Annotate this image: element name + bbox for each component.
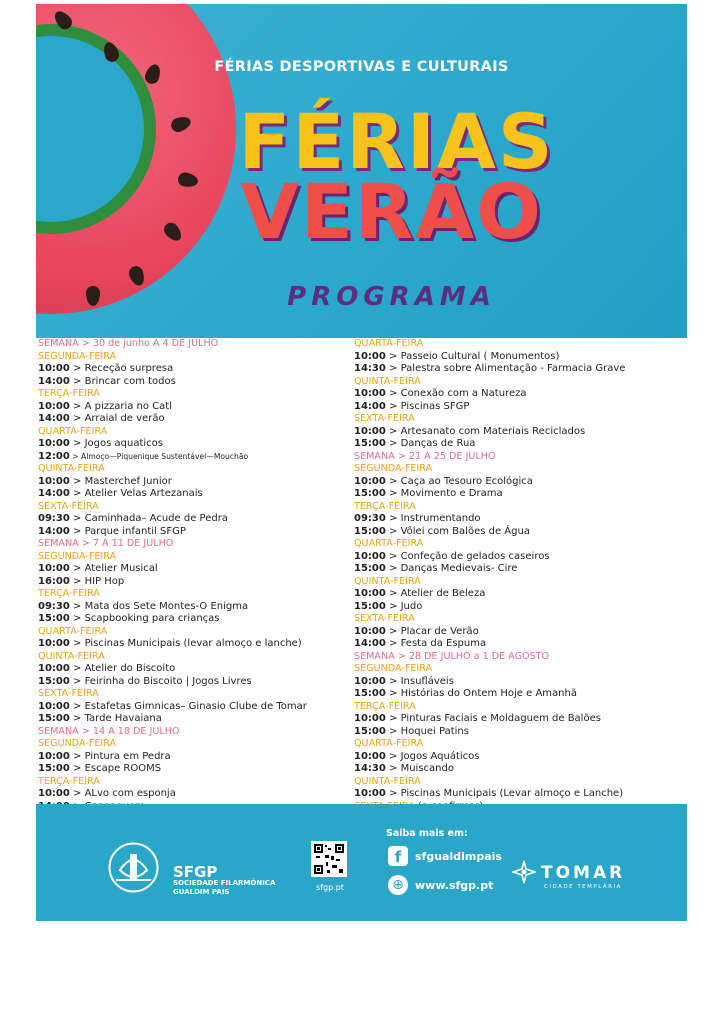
activity-item [38, 563, 356, 576]
activity-item [354, 751, 672, 764]
activity-text: > Insufláveis [385, 675, 454, 687]
activity-text: > A pizzaria no Catl [69, 400, 172, 412]
day-heading: SEXTA-FEIRA [354, 613, 415, 624]
activity-item [38, 751, 356, 764]
week-heading: SEMANA > 28 DE JULHO a 1 DE AGOSTO [354, 650, 550, 662]
activity-item [354, 763, 672, 776]
sfgp-fullname-line2: GUALDIM PAIS [173, 888, 230, 896]
activity-time: 09:30 [38, 600, 70, 612]
activity-time: 10:00 [354, 713, 386, 724]
activity-text: > Mata dos Sete Montes-O Enigma [69, 600, 249, 612]
activity-time: 10:00 [38, 400, 70, 412]
activity-item [354, 551, 672, 564]
day-heading: TERÇA-FEIRA [354, 700, 416, 712]
activity-time: 16:00 [38, 575, 70, 587]
activity-text: > Danças de Rua [385, 438, 476, 449]
activity-text: > Passeio Cultural ( Monumentos) [385, 350, 560, 362]
activity-item [354, 363, 672, 376]
activity-time: 10:00 [38, 563, 70, 574]
activity-time: 10:00 [354, 588, 386, 599]
sfgp-fullname-line1: SOCIEDADE FILARMÓNICA [173, 879, 276, 887]
activity-time: 14:00 [354, 638, 386, 649]
activity-time: 10:00 [38, 438, 70, 449]
week-heading: SEMANA > 14 A 18 DE JULHO [38, 725, 180, 737]
facebook-icon[interactable]: f [388, 846, 408, 866]
sfgp-logo-icon [106, 840, 161, 895]
activity-text: > Tarde Havaiana [69, 713, 162, 724]
activity-item [354, 688, 672, 701]
qr-code-icon[interactable] [311, 841, 347, 877]
day-heading: TERÇA-FEIRA [38, 588, 100, 599]
activity-time: 10:00 [354, 388, 386, 399]
activity-time: 09:30 [38, 513, 70, 524]
activity-time: 10:00 [354, 475, 386, 487]
activity-time: 10:00 [354, 425, 386, 437]
activity-time: 10:00 [354, 550, 386, 562]
sfgp-name: SFGP [173, 863, 218, 881]
activity-item [38, 451, 356, 464]
activity-text: > Palestra sobre Alimentação - Farmacia Grave [385, 363, 626, 374]
activity-text: > Pintura em Pedra [69, 750, 171, 762]
activity-time: 14:00 [354, 400, 386, 412]
activity-time: 15:00 [38, 713, 70, 724]
activity-text: > Placar de Verão [385, 625, 479, 637]
day-heading: QUINTA-FEIRA [354, 775, 421, 787]
week-heading: SEMANA > 30 de junho A 4 DE JULHO [38, 338, 219, 349]
activity-item [38, 513, 356, 526]
activity-text: > Scapbooking para crianças [69, 613, 220, 624]
programa-heading: PROGRAMA [287, 282, 496, 312]
activity-text: > Atelier de Beleza [385, 588, 486, 599]
tomar-logo-text: TOMAR [541, 863, 626, 883]
activity-text: > Masterchef Junior [69, 475, 172, 487]
activity-time: 15:00 [354, 600, 386, 612]
activity-item [354, 676, 672, 689]
activity-text: > Movimento e Drama [385, 488, 503, 499]
activity-time: 15:00 [38, 613, 70, 624]
schedule-right-column [354, 338, 672, 826]
day-heading: SEGUNDA-FEIRA [38, 350, 117, 362]
activity-text: > Artesanato com Materiais Reciclados [385, 425, 586, 437]
activity-item [354, 601, 672, 614]
day-heading: SEXTA-FEIRA [38, 500, 99, 512]
activity-text: > Almoço—Piquenique Sustentável—Mouchão [69, 451, 249, 461]
activity-item [38, 601, 356, 614]
activity-time: 10:00 [38, 363, 70, 374]
activity-item [354, 638, 672, 651]
activity-text: > Atelier Velas Artezanais [69, 488, 203, 499]
schedule-left-column [38, 338, 356, 813]
activity-text: > Conexão com a Natureza [385, 388, 527, 399]
day-heading: SEGUNDA-FEIRA [38, 738, 117, 749]
activity-time: 10:00 [38, 638, 70, 649]
day-heading: TERÇA-FEIRA [38, 775, 100, 787]
day-heading: QUINTA-FEIRA [354, 375, 421, 387]
website-link[interactable]: www.sfgp.pt [415, 879, 494, 892]
activity-text: > Piscinas SFGP [385, 400, 470, 412]
activity-text: > Piscinas Municipais (Levar almoço e Lanche) [385, 788, 624, 799]
tomar-subtitle: CIDADE TEMPLÁRIA [544, 884, 622, 890]
activity-item [38, 788, 356, 801]
activity-time: 10:00 [38, 750, 70, 762]
poster [36, 4, 687, 921]
day-heading: QUINTA-FEIRA [38, 463, 105, 474]
activity-time: 10:00 [38, 788, 70, 799]
activity-text: > Histórias do Ontem Hoje e Amanhã [385, 688, 577, 699]
learn-more-label: Saiba mais em: [386, 828, 468, 839]
activity-text: > Festa da Espuma [385, 638, 487, 649]
activity-item [38, 438, 356, 451]
activity-text: > Muiscando [385, 763, 454, 774]
activity-text: > Caminhada– Acude de Pedra [69, 513, 228, 524]
hero-banner [36, 4, 687, 338]
hero-title-ferias: FÉRIAS [238, 97, 555, 186]
activity-time: 15:00 [354, 438, 386, 449]
activity-item [354, 626, 672, 639]
activity-text: > Instrumentando [385, 513, 481, 524]
activity-time: 15:00 [354, 688, 386, 699]
day-heading: QUARTA-FEIRA [38, 625, 108, 637]
activity-time: 14:00 [38, 488, 70, 499]
activity-time: 10:00 [354, 750, 386, 762]
activity-text: > Feirinha do Biscoito | Jogos Livres [69, 675, 252, 687]
activity-time: 15:00 [354, 563, 386, 574]
activity-item [354, 588, 672, 601]
activity-text: > Jogos aquaticos [69, 438, 163, 449]
activity-item [38, 638, 356, 651]
activity-text: > ALvo com esponja [69, 788, 176, 799]
activity-text: > Estafetas Gimnicas– Ginasio Clube de Tomar [69, 700, 307, 712]
activity-time: 10:00 [38, 663, 70, 674]
activity-item [38, 413, 356, 426]
hero-title-verao: VERÃO [240, 167, 543, 256]
activity-time: 15:00 [38, 763, 70, 774]
activity-text: > Arraial de verão [69, 413, 165, 424]
activity-time: 14:30 [354, 363, 386, 374]
activity-time: 10:00 [38, 700, 70, 712]
activity-text: > Escape ROOMS [69, 763, 162, 774]
activity-text: > Jogos Aquáticos [385, 750, 480, 762]
activity-text: > Receção surpresa [69, 363, 174, 374]
activity-time: 09:30 [354, 513, 386, 524]
activity-time: 10:00 [354, 788, 386, 799]
activity-time: 10:00 [354, 625, 386, 637]
day-heading: QUINTA-FEIRA [354, 575, 421, 587]
activity-time: 14:30 [354, 763, 386, 774]
activity-time: 15:00 [38, 675, 70, 687]
activity-time: 15:00 [354, 488, 386, 499]
activity-item [38, 363, 356, 376]
activity-time: 14:00 [38, 525, 70, 537]
activity-text: > HIP Hop [69, 575, 125, 587]
activity-item [354, 351, 672, 364]
day-heading: SEGUNDA-FEIRA [38, 550, 117, 562]
activity-item [354, 438, 672, 451]
activity-text: > Brincar com todos [69, 375, 176, 387]
day-heading: SEGUNDA-FEIRA [354, 463, 433, 474]
activity-item [38, 376, 356, 389]
activity-time: 10:00 [354, 350, 386, 362]
activity-item [38, 401, 356, 414]
activity-item [38, 613, 356, 626]
week-heading: SEMANA > 7 A 11 DE JULHO [38, 538, 174, 549]
activity-text: > Vôlei com Balões de Água [385, 525, 530, 537]
activity-item [354, 401, 672, 414]
activity-time: 10:00 [38, 475, 70, 487]
facebook-link[interactable]: sfgualdimpais [415, 850, 502, 863]
activity-text: > Confeção de gelados caseiros [385, 550, 550, 562]
activity-time: 15:00 [354, 525, 386, 537]
activity-item [354, 713, 672, 726]
day-heading: SEGUNDA-FEIRA [354, 663, 433, 674]
templar-cross-icon [512, 860, 536, 884]
activity-item [38, 676, 356, 689]
activity-item [354, 563, 672, 576]
activity-text: > Judo [385, 600, 423, 612]
week-heading: SEMANA > 21 A 25 DE JULHO [354, 450, 496, 462]
activity-item [354, 526, 672, 539]
activity-item [354, 388, 672, 401]
day-heading: SEXTA-FEIRA [38, 688, 99, 699]
day-heading: QUARTA-FEIRA [354, 738, 424, 749]
activity-item [354, 788, 672, 801]
day-heading: TERÇA-FEIRA [38, 388, 100, 399]
activity-time: 10:00 [354, 675, 386, 687]
activity-text: > Atelier Musical [69, 563, 158, 574]
activity-text: > Atelier do Biscoito [69, 663, 176, 674]
activity-item [38, 476, 356, 489]
activity-time: 12:00 [38, 450, 70, 462]
day-heading: QUINTA-FEIRA [38, 650, 105, 662]
day-heading: TERÇA-FEIRA [354, 500, 416, 512]
activity-time: 15:00 [354, 725, 386, 737]
activity-text: > Caça ao Tesouro Ecológica [385, 475, 533, 487]
day-heading: QUARTA-FEIRA [354, 538, 424, 549]
activity-text: > Hoquei Patins [385, 725, 469, 737]
activity-item [38, 488, 356, 501]
activity-item [354, 488, 672, 501]
qr-label: sfgp.pt [316, 883, 344, 892]
activity-item [38, 763, 356, 776]
activity-item [38, 526, 356, 539]
activity-time: 14:00 [38, 413, 70, 424]
day-heading: SEXTA-FEIRA [354, 413, 415, 424]
day-heading: QUARTA-FEIRA [354, 338, 424, 349]
globe-icon[interactable]: ⊕ [388, 875, 408, 895]
activity-item [354, 726, 672, 739]
activity-text: > Pinturas Faciais e Moldaguem de Balões [385, 713, 601, 724]
hero-subtitle: FÉRIAS DESPORTIVAS E CULTURAIS [214, 59, 509, 75]
activity-item [354, 513, 672, 526]
activity-item [354, 426, 672, 439]
activity-item [38, 576, 356, 589]
activity-text: > Parque infantil SFGP [69, 525, 186, 537]
activity-text: > Piscinas Municipais (levar almoço e lanche) [69, 638, 302, 649]
footer [36, 804, 687, 921]
activity-item [38, 663, 356, 676]
activity-item [38, 713, 356, 726]
activity-text: > Danças Medievais- Cire [385, 563, 518, 574]
activity-item [354, 476, 672, 489]
day-heading: QUARTA-FEIRA [38, 425, 108, 437]
activity-time: 14:00 [38, 375, 70, 387]
activity-item [38, 701, 356, 714]
